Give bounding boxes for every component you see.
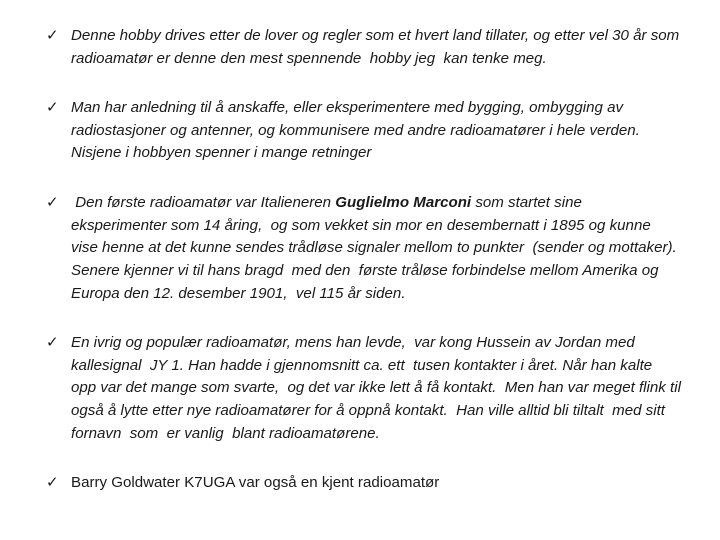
checkmark-icon: ✓ [46, 333, 59, 351]
bullet-text-before: Den første radioamatør var Italieneren [71, 194, 336, 211]
bullet-text: Barry Goldwater K7UGA var også en kjent radioamatør [71, 474, 440, 491]
checkmark-icon: ✓ [46, 473, 59, 491]
bullet-item [46, 332, 686, 446]
bullet-text: En ivrig og populær radioamatør, mens han levde, var kong Hussein av Jordan med kallesignal JY 1. Han hadde i gjennomsnitt ca. ett tusen kontakter i året. Når han kalte opp var det mange som svarte, og det var ikke lett å få kontakt. Men han var meget flink til også å lytte etter nye radioamatører for å oppnå kontakt. Han ville alltid bli tiltalt med sitt fornavn som er vanlig blant radioamatørene. [71, 334, 686, 442]
bullet-item [46, 472, 686, 495]
bullet-text: Man har anledning til å anskaffe, eller eksperimentere med bygging, ombygging av radiostasjoner og antenner, og kommunisere med andre radioamatører i hele verden. Nisjene i hobbyen spenner i mange retninger [71, 99, 649, 162]
bullet-item [46, 25, 686, 70]
bullet-item [46, 97, 686, 165]
checkmark-icon: ✓ [46, 26, 59, 44]
checkmark-icon: ✓ [46, 193, 59, 211]
bullet-text [71, 192, 686, 306]
marconi-name: Guglielmo Marconi [335, 194, 472, 211]
bullet-text-after: som startet sine eksperimenter som 14 åring, og som vekket sin mor en desembernatt i 1895 og kunne vise henne at det kunne sendes trådløse signaler mellom to punkter (sender og mottaker). Senere kjenner vi til hans bragd med den første tråløse forbindelse mellom Amerika og Europa den 12. desember 1901, vel 115 år siden. [71, 194, 686, 302]
bullet-item [46, 192, 686, 306]
bullet-text: Denne hobby drives etter de lover og regler som et hvert land tillater, og etter vel 30 år som radioamatør er denne den mest spennende hobby jeg kan tenke meg. [71, 27, 684, 67]
checkmark-icon: ✓ [46, 98, 59, 116]
